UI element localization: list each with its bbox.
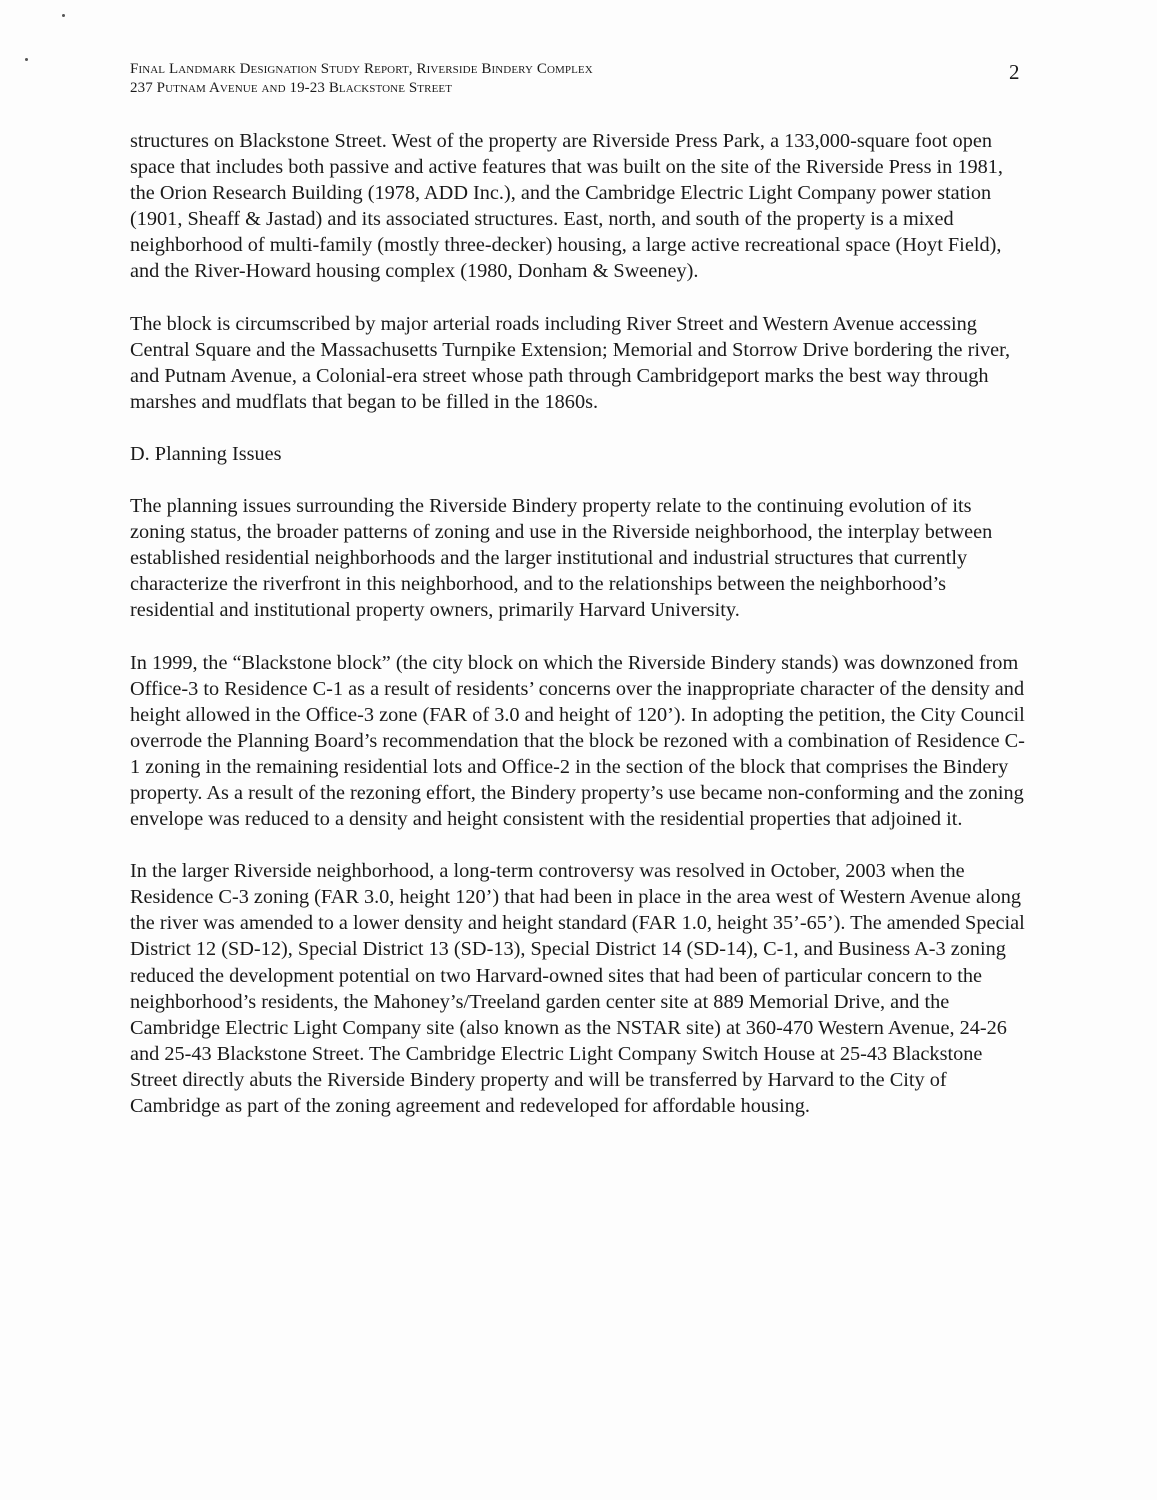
paragraph-2003-rezoning: In the larger Riverside neighborhood, a long-term controversy was resolved in October, 2003 when the Residence C-3 zoning (FAR 3.0, height 120’) that had been in place in the area west of Western Avenue along the river was amended to a lower density and height standard (FAR 1.0, height 35’-65’). The amended Special District 12 (SD-12), Special District 13 (SD-13), Special District 14 (SD-14), C-1, and Business A-3 zoning reduced the development potential on two Harvard-owned sites that had been of particular concern to the neighborhood’s residents, the Mahoney’s/Treeland garden center site at 889 Memorial Drive, and the Cambridge Electric Light Company site (also known as the NSTAR site) at 360-470 Western Avenue, 24-26 and 25-43 Blackstone Street. The Cambridge Electric Light Company Switch House at 25-43 Blackstone Street directly abuts the Riverside Bindery property and will be transferred by Harvard to the City of Cambridge as part of the zoning agreement and redeveloped for affordable housing. — [130, 860, 1025, 1117]
scan-speck — [25, 58, 28, 61]
header-title: Final Landmark Designation Study Report, Riverside Bindery Complex — [130, 61, 593, 77]
paragraph-roads: The block is circumscribed by major arterial roads including River Street and Western Avenue accessing Central Square and the Massachusetts Turnpike Extension; Memorial and Storrow Drive bordering the river, and Putnam Avenue, a Colonial-era street whose path through Cambridgeport marks the best way through marshes and mudflats that began to be filled in the 1860s. — [130, 312, 1011, 413]
header-address: 237 Putnam Avenue and 19-23 Blackstone Street — [130, 80, 453, 96]
running-header — [130, 60, 1030, 98]
scan-speck — [62, 14, 65, 17]
paragraph-1999-downzoning: In 1999, the “Blackstone block” (the city block on which the Riverside Bindery stands) was downzoned from Office-3 to Residence C-1 as a result of residents’ concerns over the inappropriate character of the density and height allowed in the Office-3 zone (FAR of 3.0 and height of 120’). In adopting the petition, the City Council overrode the Planning Board’s recommendation that the block be rezoned with a combination of Residence C-1 zoning in the remaining residential lots and Office-2 in the section of the block that comprises the Bindery property. As a result of the rezoning effort, the Bindery property’s use became non-conforming and the zoning envelope was reduced to a density and height consistent with the residential properties that adjoined it. — [130, 651, 1025, 831]
section-heading: D. Planning Issues — [130, 442, 282, 465]
paragraph-surroundings: structures on Blackstone Street. West of the property are Riverside Press Park, a 133,000-square foot open space that includes both passive and active features that was built on the site of the Riverside Press in 1981, the Orion Research Building (1978, ADD Inc.), and the Cambridge Electric Light Company power station (1901, Sheaff & Jastad) and its associated structures. East, north, and south of the property is a mixed neighborhood of multi-family (mostly three-decker) housing, a large active recreational space (Hoyt Field), and the River-Howard housing complex (1980, Donham & Sweeney). — [130, 130, 1004, 283]
page-number: 2 — [1009, 60, 1020, 84]
paragraph-planning-issues: The planning issues surrounding the Riverside Bindery property relate to the continuing evolution of its zoning status, the broader patterns of zoning and use in the Riverside neighborhood, the interplay between established residential neighborhoods and the larger institutional and industrial structures that currently characterize the riverfront in this neighborhood, and to the relationships between the neighborhood’s residential and institutional property owners, primarily Harvard University. — [130, 495, 993, 622]
body-text — [130, 128, 1030, 1119]
